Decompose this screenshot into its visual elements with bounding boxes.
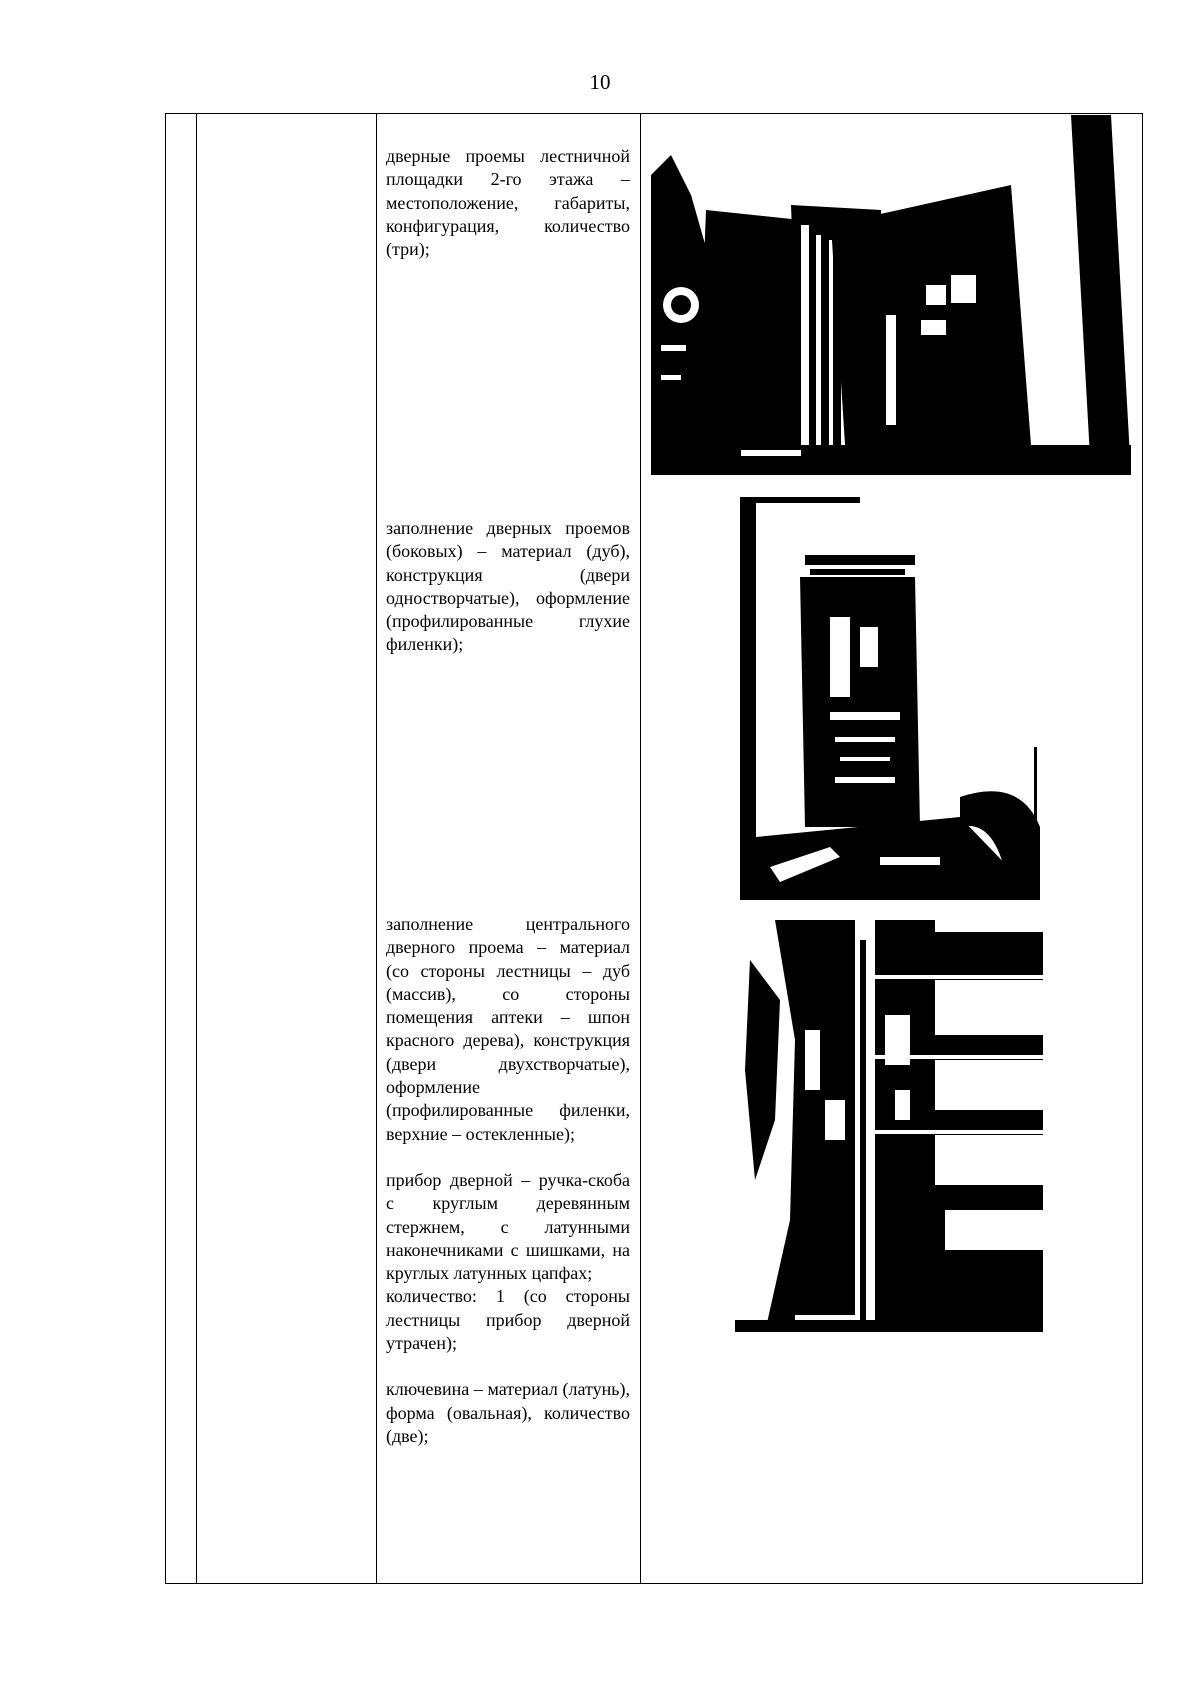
item-text-block — [386, 913, 630, 1448]
item-text: дверные проемы лестничной площадки 2-го этажа – местоположение, габариты, конфигурация, количество (три); — [386, 146, 630, 260]
item-text: ключевина – материал (латунь), форма (овальная), количество (две); — [386, 1379, 630, 1446]
side-door-photo — [740, 497, 1040, 900]
item-text: заполнение дверных проемов (боковых) – материал (дуб), конструкция (двери одностворчатые), оформление (профилированные глухие филенки); — [386, 518, 630, 655]
page-number: 10 — [589, 70, 611, 94]
item-text: заполнение центрального дверного проема – материал (со стороны лестницы – дуб (массив), со стороны помещения аптеки – шпон красного дерева), конструкция (двери двухстворчатые), оформление (профилированные филенки, верхние – остекленные); — [386, 914, 630, 1144]
item-text: количество: 1 (со стороны лестницы прибор дверной утрачен); — [386, 1286, 630, 1354]
column-divider — [376, 114, 377, 1583]
central-double-door-photo — [735, 920, 1043, 1332]
column-divider — [640, 114, 641, 1583]
staircase-landing-doors-photo — [651, 115, 1131, 475]
column-divider — [196, 114, 197, 1583]
item-text: прибор дверной – ручка-скоба с круглым деревянным стержнем, с латунными наконечниками с шишками, на круглых латунных цапфах; — [386, 1169, 630, 1284]
item-text-block — [386, 517, 630, 657]
item-text-block — [386, 145, 630, 261]
